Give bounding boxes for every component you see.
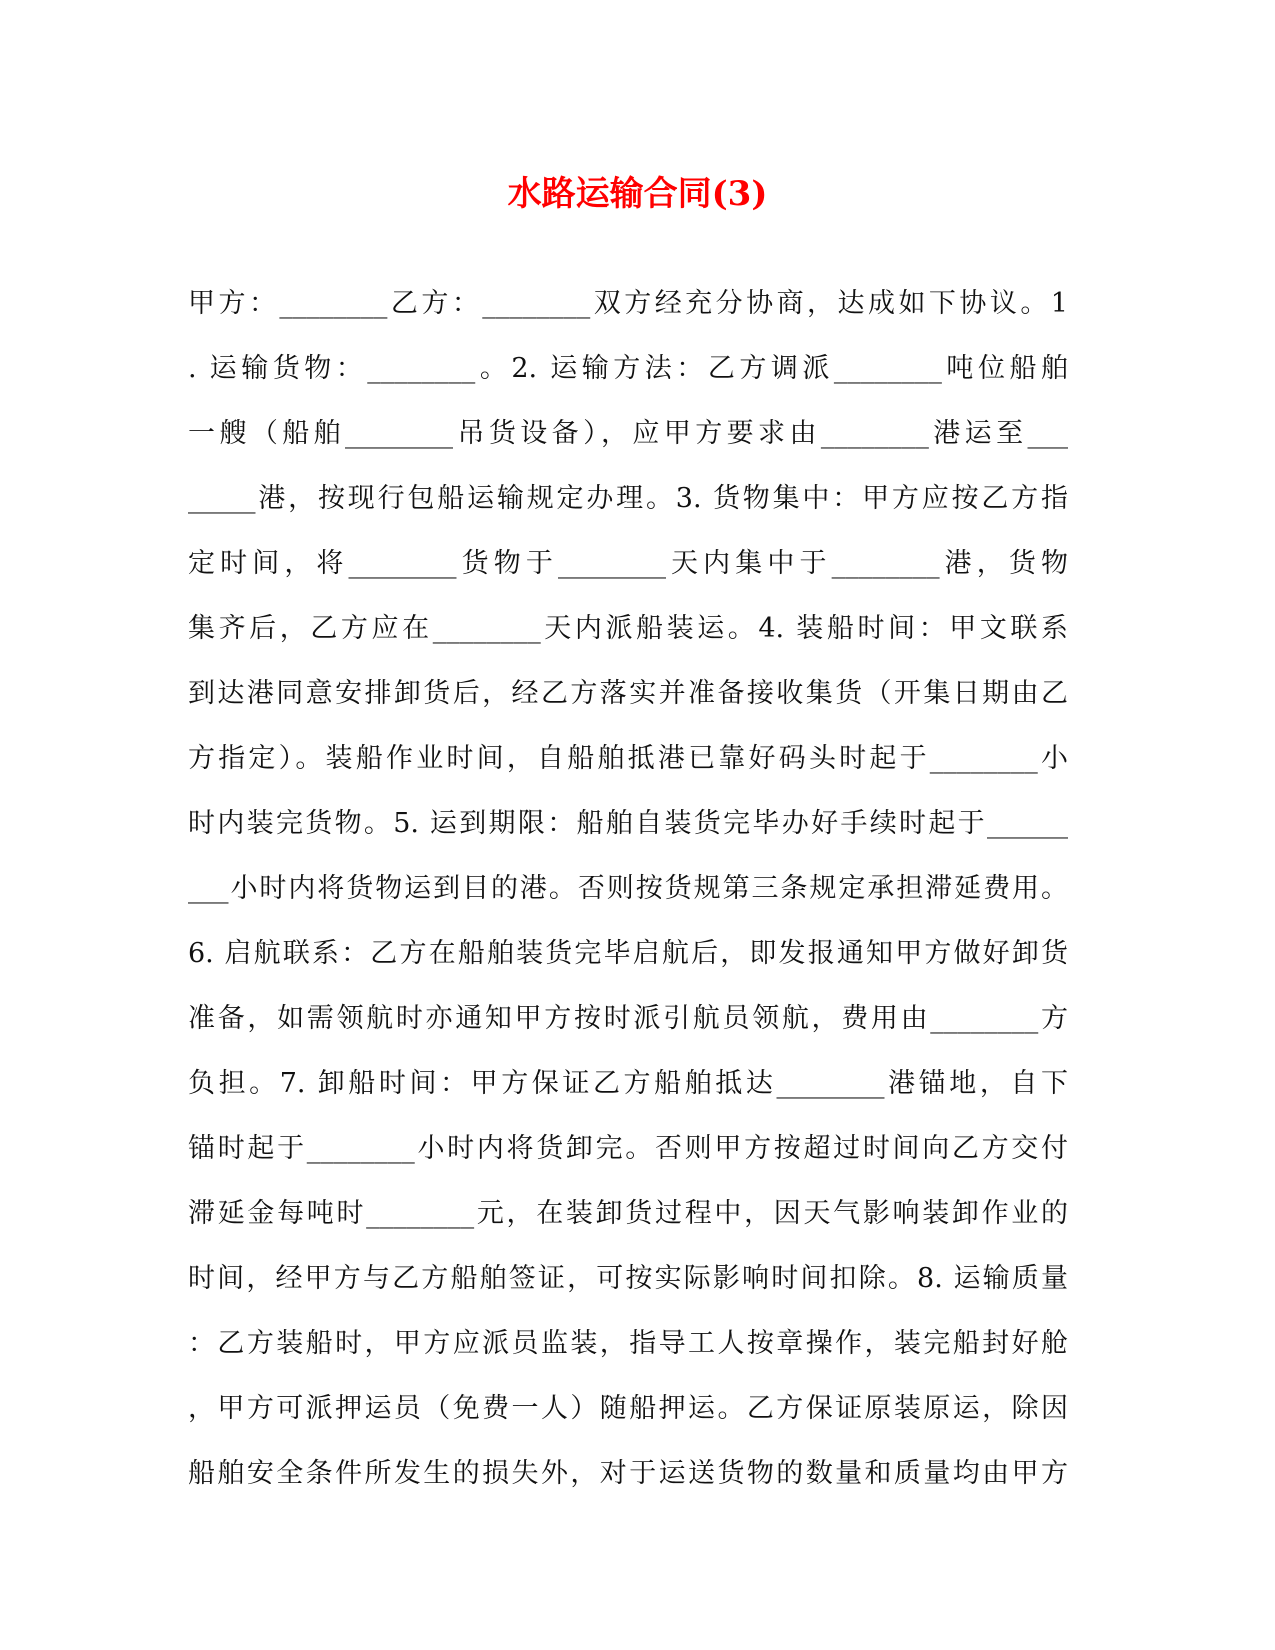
body-line	[188, 802, 1068, 867]
body-line-text: 滞延金每吨时________元，在装卸货过程中，因天气影响装卸作业的	[188, 1198, 1068, 1229]
body-line	[188, 477, 1068, 542]
body-line	[188, 997, 1068, 1062]
body-line-text: 时内装完货物。5. 运到期限：船舶自装货完毕办好手续时起于______	[188, 808, 1068, 839]
body-line	[188, 1452, 1068, 1517]
body-line-text: 甲方：________乙方：________双方经充分协商，达成如下协议。1	[188, 288, 1068, 319]
body-line-text: 负担。7. 卸船时间：甲方保证乙方船舶抵达________港锚地，自下	[188, 1068, 1068, 1099]
body-line	[188, 1257, 1068, 1322]
body-line	[188, 672, 1068, 737]
body-line	[188, 607, 1068, 672]
body-line-text: . 运输货物：________。2. 运输方法：乙方调派________吨位船舶	[188, 353, 1068, 384]
body-line-text: 时间，经甲方与乙方船舶签证，可按实际影响时间扣除。8. 运输质量	[188, 1263, 1068, 1294]
body-line	[188, 1322, 1068, 1387]
body-line-text: 方指定）。装船作业时间，自船舶抵港已靠好码头时起于________小	[188, 743, 1068, 774]
document-title: 水路运输合同(3)	[507, 174, 768, 214]
body-line	[188, 1127, 1068, 1192]
body-line	[188, 1062, 1068, 1127]
body-line-text: ，甲方可派押运员（免费一人）随船押运。乙方保证原装原运，除因	[188, 1393, 1068, 1424]
body-line-text: 准备，如需领航时亦通知甲方按时派引航员领航，费用由________方	[188, 1003, 1068, 1034]
body-line	[188, 1192, 1068, 1257]
body-line	[188, 282, 1068, 347]
body-line	[188, 542, 1068, 607]
body-line	[188, 867, 1068, 932]
body-line	[188, 347, 1068, 412]
body-line-text: _____港，按现行包船运输规定办理。3. 货物集中：甲方应按乙方指	[188, 483, 1068, 514]
body-line-text: 集齐后，乙方应在________天内派船装运。4. 装船时间：甲文联系	[188, 613, 1068, 644]
body-line-text: 到达港同意安排卸货后，经乙方落实并准备接收集货（开集日期由乙	[188, 678, 1068, 709]
body-line-text: 船舶安全条件所发生的损失外，对于运送货物的数量和质量均由甲方	[188, 1458, 1068, 1489]
body-line	[188, 1387, 1068, 1452]
body-line	[188, 932, 1068, 997]
body-line	[188, 737, 1068, 802]
contract-body	[188, 282, 1068, 1517]
body-line	[188, 412, 1068, 477]
body-line-text: 锚时起于________小时内将货卸完。否则甲方按超过时间向乙方交付	[188, 1133, 1068, 1164]
body-line-text: ：乙方装船时，甲方应派员监装，指导工人按章操作，装完船封好舱	[188, 1328, 1068, 1359]
body-line-text: 定时间，将________货物于________天内集中于________港，货物	[188, 548, 1068, 579]
body-line-text: 6. 启航联系：乙方在船舶装货完毕启航后，即发报通知甲方做好卸货	[188, 938, 1068, 969]
body-line-text: 一艘（船舶________吊货设备），应甲方要求由________港运至___	[188, 418, 1068, 449]
body-line-text: ___小时内将货物运到目的港。否则按货规第三条规定承担滞延费用。	[188, 873, 1068, 904]
